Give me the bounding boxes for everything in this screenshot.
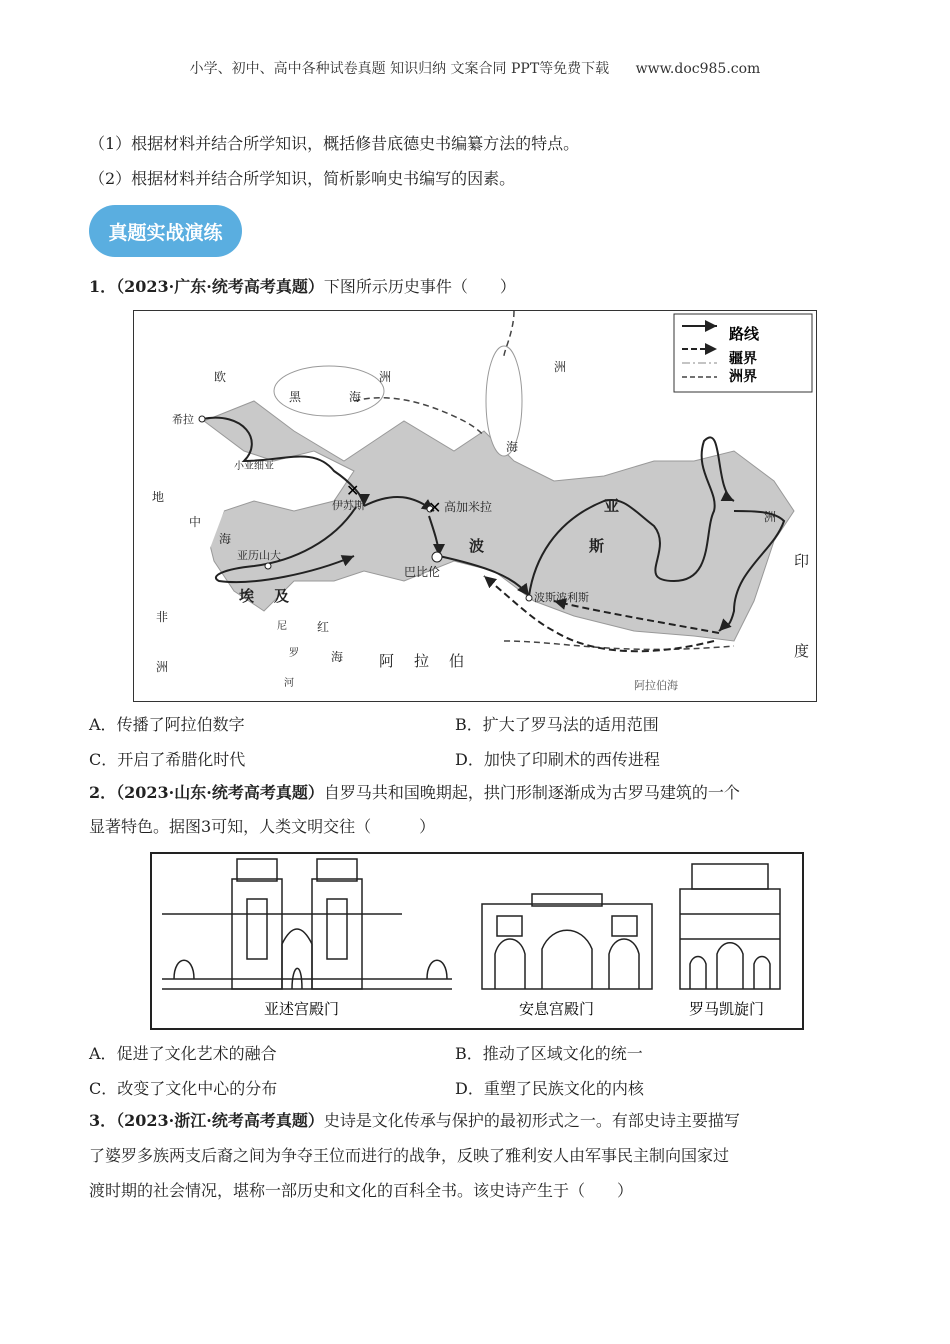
label-arab-1: 阿 xyxy=(379,652,395,670)
q1-option-d[interactable]: D．加快了印刷术的西传进程 xyxy=(455,750,660,769)
label-red-1: 红 xyxy=(317,620,330,634)
q1-option-c[interactable]: C．开启了希腊化时代 xyxy=(89,750,246,769)
question-2-text-line1: 自罗马共和国晚期起，拱门形制逐渐成为古罗马建筑的一个 xyxy=(323,783,740,802)
legend-border: 疆界 xyxy=(729,351,757,367)
question-3-line2: 了婆罗多族两支后裔之间为争夺王位而进行的战争，反映了雅利安人由军事民主制向国家过 xyxy=(89,1146,730,1165)
section-badge: 真题实战演练 xyxy=(89,205,242,257)
label-europe-2: 洲 xyxy=(379,370,392,384)
label-india-zhou: 洲 xyxy=(764,510,777,524)
question-2-stem xyxy=(89,776,869,810)
question-2-text-line2: 显著特色。据图3可知，人类文明交往（ ） xyxy=(89,817,436,836)
svg-text:✕: ✕ xyxy=(428,498,442,517)
label-europe-1: 欧 xyxy=(214,370,227,384)
label-persia-2: 斯 xyxy=(589,537,605,555)
label-greece: 希拉 xyxy=(172,413,194,426)
question-2-source: （2023·山东·统考高考真题） xyxy=(116,783,324,802)
label-babylon: 巴比伦 xyxy=(404,565,441,579)
label-africa-2: 洲 xyxy=(156,660,169,674)
question-1-source: （2023·广东·统考高考真题） xyxy=(116,277,324,296)
label-arab-2: 拉 xyxy=(414,652,430,670)
q2-option-a[interactable]: A．促进了文化艺术的融合 xyxy=(89,1044,277,1063)
label-asia-1: 亚 xyxy=(604,497,620,515)
label-persepolis: 波斯波利斯 xyxy=(534,591,589,604)
question-3-line1: 史诗是文化传承与保护的最初形式之一。有部史诗主要描写 xyxy=(323,1111,740,1130)
legend-route: 路线 xyxy=(729,325,760,343)
q2-option-b[interactable]: B．推动了区域文化的统一 xyxy=(455,1044,643,1063)
label-egypt-1: 埃 xyxy=(239,587,255,605)
label-india-1: 印 xyxy=(794,552,810,570)
label-med-1: 地 xyxy=(152,490,165,504)
arch-svg xyxy=(152,854,798,1024)
question-2-number: 2． xyxy=(89,783,117,802)
label-india-2: 度 xyxy=(794,642,810,660)
header-text: 小学、初中、高中各种试卷真题 知识归纳 文案合同 PPT等免费下载 xyxy=(189,61,610,77)
label-nile-3: 河 xyxy=(284,678,294,689)
label-black: 黑 xyxy=(289,390,302,404)
legend-continent: 洲界 xyxy=(729,369,757,385)
q1-option-a[interactable]: A．传播了阿拉伯数字 xyxy=(89,715,245,734)
q1-option-b[interactable]: B．扩大了罗马法的适用范围 xyxy=(455,715,659,734)
page-header xyxy=(0,58,950,78)
q2-option-d[interactable]: D．重塑了民族文化的内核 xyxy=(455,1079,644,1098)
label-red-2: 海 xyxy=(331,650,344,664)
question-3-line3: 渡时期的社会情况，堪称一部历史和文化的百科全书。该史诗产生于（ ） xyxy=(89,1181,634,1200)
label-sea-1: 海 xyxy=(349,390,362,404)
label-arab-sea: 阿拉伯海 xyxy=(634,679,678,692)
label-alexandria: 亚历山大 xyxy=(237,549,281,562)
label-asia-minor: 小亚细亚 xyxy=(234,461,274,472)
label-nile-2: 罗 xyxy=(289,648,299,659)
intro-question-1: （1）根据材料并结合所学知识，概括修昔底德史书编纂方法的特点。 xyxy=(89,134,580,153)
label-africa-1: 非 xyxy=(156,610,169,624)
header-url[interactable]: www.doc985.com xyxy=(635,61,761,77)
question-3-number: 3． xyxy=(89,1111,117,1130)
label-med-2: 中 xyxy=(189,515,202,529)
q2-option-c[interactable]: C．改变了文化中心的分布 xyxy=(89,1079,278,1098)
label-med-3: 海 xyxy=(219,532,232,546)
arch-figure xyxy=(150,852,804,1030)
label-caspian: 海 xyxy=(506,440,519,454)
label-persia-1: 波 xyxy=(469,537,485,555)
question-3-source: （2023·浙江·统考高考真题） xyxy=(116,1111,324,1130)
question-1-number: 1． xyxy=(89,277,117,296)
label-issus: 伊苏斯 xyxy=(332,499,365,512)
caption-roman: 罗马凯旋门 xyxy=(689,1000,765,1018)
intro-question-2: （2）根据材料并结合所学知识，简析影响史书编写的因素。 xyxy=(89,169,516,188)
label-egypt-2: 及 xyxy=(274,587,290,605)
label-gaugamela: 高加米拉 xyxy=(444,500,493,514)
question-3-stem xyxy=(89,1104,879,1138)
alexander-campaign-map xyxy=(133,310,817,702)
question-1-stem xyxy=(89,270,516,304)
question-1-text: 下图所示历史事件（ ） xyxy=(323,277,516,296)
caption-parthian: 安息宫殿门 xyxy=(519,1000,595,1018)
label-asia-top: 洲 xyxy=(554,360,567,374)
label-arab-3: 伯 xyxy=(449,652,465,670)
caption-assyrian: 亚述宫殿门 xyxy=(264,1000,340,1018)
map-svg xyxy=(134,311,816,701)
svg-text:✕: ✕ xyxy=(346,481,360,500)
label-nile-1: 尼 xyxy=(277,621,287,632)
